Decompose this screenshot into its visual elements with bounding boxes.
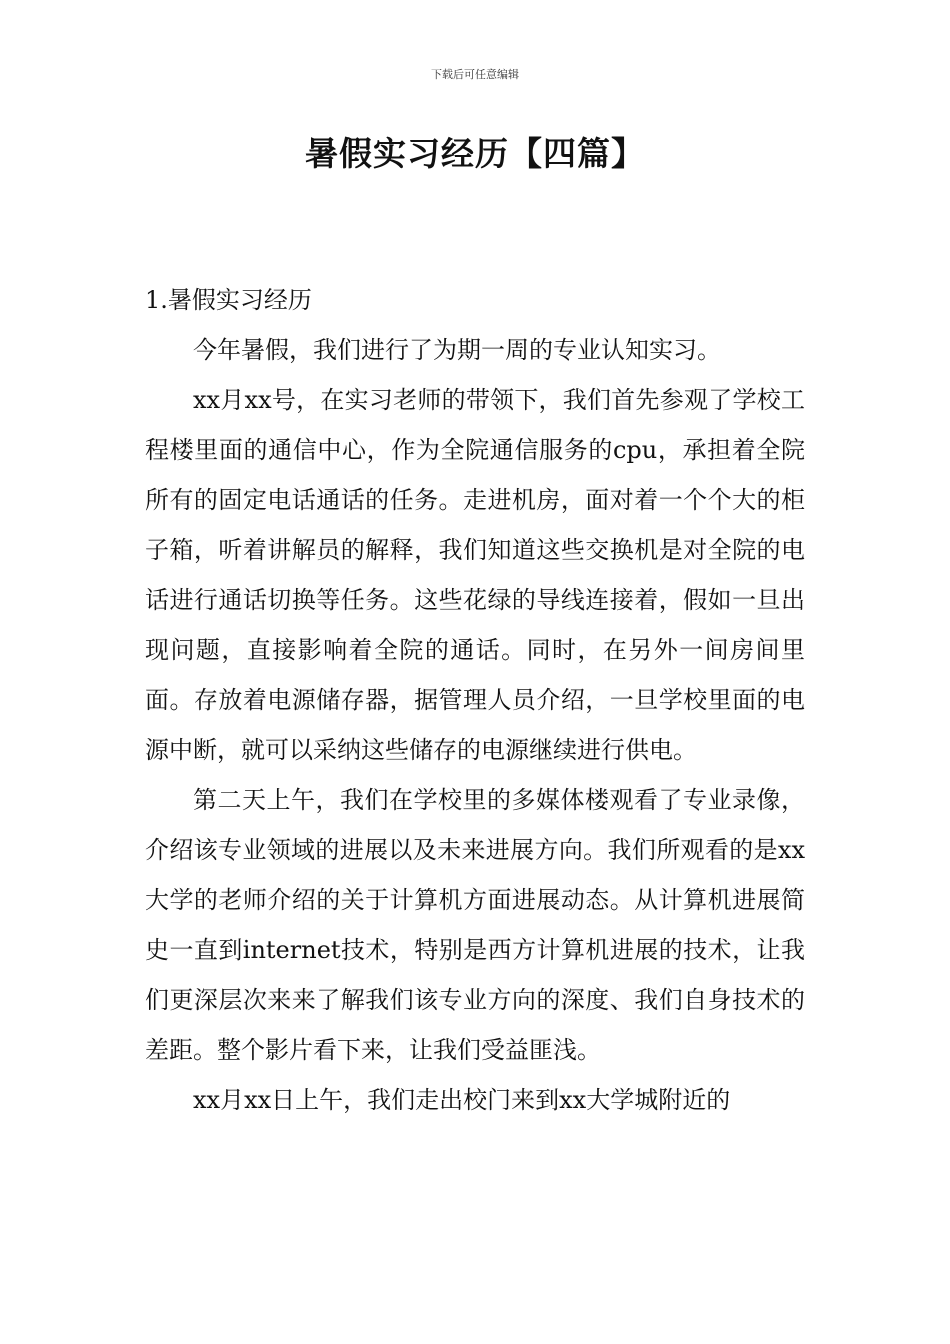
paragraph-1: 今年暑假，我们进行了为期一周的专业认知实习。	[193, 336, 721, 364]
paragraph-2: xx月xx号，在实习老师的带领下，我们首先参观了学校工程楼里面的通信中心，作为全院通信服务的cpu，承担着全院所有的固定电话通话的任务。走进机房，面对着一个个大的柜子箱，听着讲解员的解释，我们知道这些交换机是对全院的电话进行通话切换等任务。这些花绿的导线连接着，假如一旦出现问题，直接影响着全院的通话。同时，在另外一间房间里面。存放着电源储存器，据管理人员介绍，一旦学校里面的电源中断，就可以采纳这些储存的电源继续进行供电。	[145, 386, 805, 764]
section-heading: 1.暑假实习经历	[145, 286, 312, 314]
document-body	[145, 275, 805, 1125]
paragraph-3: 第二天上午，我们在学校里的多媒体楼观看了专业录像，介绍该专业领域的进展以及未来进展方向。我们所观看的是xx大学的老师介绍的关于计算机方面进展动态。从计算机进展简史一直到internet技术，特别是西方计算机进展的技术，让我们更深层次来来了解我们该专业方向的深度、我们自身技术的差距。整个影片看下来，让我们受益匪浅。	[145, 786, 805, 1064]
document-title: 暑假实习经历【四篇】	[305, 134, 645, 173]
paragraph-4: xx月xx日上午，我们走出校门来到xx大学城附近的	[193, 1086, 731, 1114]
header-note: 下载后可任意编辑	[431, 68, 519, 81]
